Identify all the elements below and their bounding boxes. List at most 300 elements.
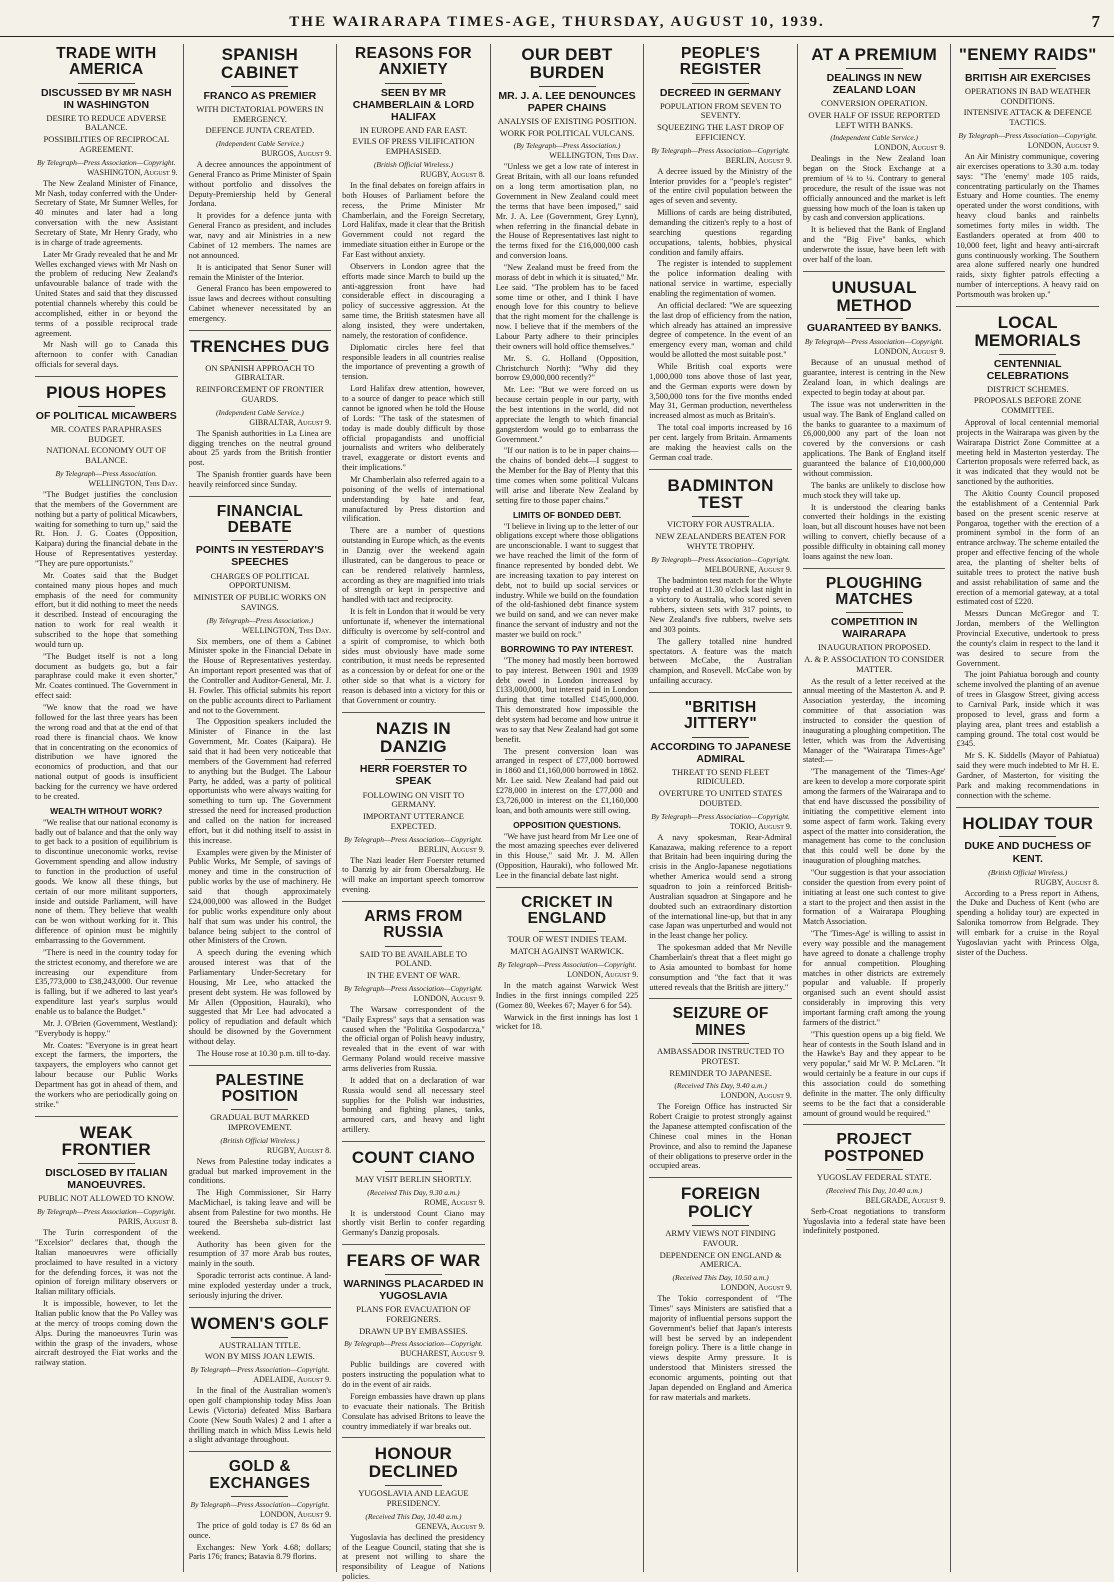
article-body: [803, 677, 946, 1119]
article: [189, 46, 332, 324]
article-subhead: ON SPANISH APPROACH TO GIBRALTAR.: [205, 362, 315, 383]
article-body: [342, 1533, 485, 1582]
paragraph: While British coal exports were 1,000,000 tons above those of last year, and the German exports were down by 3,500,000 tons for the five months ended May 31, German production, nevertheless increased almost as much as Britain's.: [649, 361, 792, 421]
dateline: LONDON, August 9.: [1027, 140, 1100, 150]
article-subhead: SAID TO BE AVAILABLE TO POLAND.: [359, 948, 468, 969]
article-subhead: CONVERSION OPERATION.: [821, 97, 928, 108]
paragraph: Authority has been given for the resumption of 37 more Arab bus routes, mainly in the south.: [188, 1239, 332, 1269]
wire-credit: By Telegraph—Press Association—Copyright.: [804, 337, 944, 347]
article-subhead: NEW ZEALANDERS BEATEN FOR WHYTE TROPHY.: [655, 531, 786, 551]
article-subhead: MATCH AGAINST WARWICK.: [510, 946, 624, 957]
article-body: [189, 1157, 332, 1301]
dateline: BERLIN, August 9.: [725, 155, 792, 165]
article-subhead: IN THE EVENT OF WAR.: [366, 970, 461, 981]
article-body: [342, 1209, 485, 1239]
paragraph: The Opposition speakers included the Minister of Finance in the last Government, Mr. Coates (Kaipara). He said that it had been very noticeable that members of the Government had referred to anything but the Budget. The Labour Party, he added, was a party of political opportunists who were always waiting for something to turn up. The Government stressed the need for increased production and called on the nation for increased effort, but it did nothing itself to assist in this increase.: [188, 717, 332, 845]
article-headline: HOLIDAY TOUR: [962, 813, 1094, 833]
paragraph: Mr. S. G. Holland (Opposition, Christchurch North): "Why did they borrow £9,000,000 recently?": [495, 353, 639, 383]
wire-credit: (British Official Wireless.): [220, 1135, 300, 1145]
paragraph: A decree announces the appointment of General Franco as Prime Minister of Spain without portfolio and dissolves the Deputy-Premiership held by General Jordana.: [188, 160, 332, 209]
paragraph: Mr Chamberlain also referred again to a poisoning of the wells of international understanding by hate and fear, manufactured by Press distortion and vilification.: [342, 474, 485, 524]
paragraph: Foreign embassies have drawn up plans to evacuate their nationals. The British Consulate has advised Britons to leave the country immediately if war breaks out.: [342, 1392, 485, 1431]
article: [189, 496, 332, 1059]
masthead: [0, 0, 1114, 37]
paragraph: Six members, one of them a Cabinet Minister spoke in the Financial Debate in the House of Representatives yesterday. An important report presented was that of the Controller and Auditor-General, Mr. J. H. Fowler. This official submits his report on the public accounts direct to Parliament and not to the Government.: [188, 636, 332, 715]
dateline: WELLINGTON, This Day.: [242, 625, 332, 635]
article-subhead: PROPOSALS BEFORE ZONE COMMITTEE.: [973, 395, 1082, 416]
article-subhead: WITH DICTATORIAL POWERS IN EMERGENCY.: [196, 103, 324, 124]
wire-credit: By Telegraph—Press Association—Copyright.: [344, 983, 483, 993]
article-subhead: MR. COATES PARAPHRASES BUDGET.: [50, 423, 162, 444]
article-headline: TRENCHES DUG: [190, 336, 330, 356]
column-7: [951, 44, 1104, 1572]
headline-rule: [999, 68, 1056, 69]
paragraph: "We realise that our national economy is badly out of balance and that the only way to get back to a position of equilibrium is to discontinue uneconomic works, revise Government spending and allow industry to function in the production of useful goods. We know all these things, but certain of our more militant supporters, inside and outside Parliament, will have none of them. They believe that wealth can be won without working for it. This difference of opinion must be mightily embarrassing to the Government.: [35, 817, 178, 945]
article-subhead: MINISTER OF PUBLIC WORKS ON SAVINGS.: [193, 592, 327, 612]
paragraph: It is felt in London that it would be very unfortunate if, whenever the international difficulty is overcome by self-control and a spirit of compromise, to which both sides must obviously have made some contribution, it must needs be represented as a concession by or defeat for one or the other side so that what is a victory for reason is debased into a victory for this or that Government or country.: [342, 607, 485, 705]
paragraph: It added that on a declaration of war Russia would send all necessary steel supplies for the Polish war industries, bombing and fighting planes, tanks, armoured cars, and heavy and light artillery.: [342, 1075, 485, 1135]
article-deck: CENTENNIAL CELEBRATIONS: [986, 357, 1069, 382]
article-headline: CRICKET IN ENGLAND: [521, 893, 613, 928]
article-body: [649, 167, 792, 463]
paragraph: Approval of local centennial memorial projects in the Wairarapa was given by the Wairarapa District Zone Committee at a meeting held in Masterton yesterday. The Carterton proposals were referred back, as it was indicated that they would not be sanctioned by the authorities.: [956, 417, 1100, 487]
article: [803, 271, 946, 562]
article-subhead: GRADUAL BUT MARKED IMPROVEMENT.: [210, 1112, 310, 1132]
article: [35, 376, 178, 1110]
masthead-title: THE WAIRARAPA TIMES-AGE, THURSDAY, AUGUST 10, 1939.: [289, 14, 825, 30]
headline-rule: [846, 318, 903, 319]
paragraph: Examples were given by the Minister of Public Works, Mr Semple, of savings of money and time in the construction of public works by the use of machinery. He said that though approximately £24,000,000 was allowed in the Budget for public works expenditure only about half that sum was under his control, the balance being subject to the control of other Ministers of the Crown.: [188, 847, 332, 946]
article-headline: AT A PREMIUM: [811, 45, 938, 64]
article-subhead: VICTORY FOR AUSTRALIA.: [666, 519, 775, 530]
paragraph: The spokesman added that Mr Neville Chamberlain's threat that a fleet might go to Asia amounted to bombast for home consumption and "the fact that it was uttered reveals that the British are jittery.": [649, 943, 792, 992]
paragraph: The Nazi leader Herr Foerster returned to Danzig by air from Obersalzburg. He will make an important speech tomorrow evening.: [342, 855, 485, 895]
paragraph: The banks are unlikely to disclose how much stock they will take up.: [802, 480, 946, 500]
article-deck: HERR FOERSTER TO SPEAK: [359, 763, 468, 788]
headline-rule: [231, 540, 288, 541]
paragraph: Mr. Coates said that the Budget contained many pious hopes and much emphasis of the need for community effort, but it did nothing to meet the needs it described. Instead of encouraging the nation to work for real wealth it subscribed to the hope that something would turn up.: [35, 570, 178, 649]
article-subhead: POPULATION FROM SEVEN TO SEVENTY.: [659, 100, 782, 121]
dateline: LONDON, August 9.: [720, 1283, 792, 1293]
dateline: WELLINGTON, This Day.: [88, 479, 178, 489]
headline-rule: [231, 1337, 288, 1338]
headline-rule: [78, 1163, 135, 1164]
paragraph: The total coal imports increased by 16 per cent. largely from Britain. Armaments are making the heaviest calls on the German coal trade.: [649, 423, 792, 462]
article-deck: DEALINGS IN NEW ZEALAND LOAN: [826, 71, 922, 96]
article-body: [189, 1386, 332, 1445]
article-body: [35, 1228, 178, 1368]
article: [496, 887, 639, 1032]
article-deck: FRANCO AS PREMIER: [203, 89, 317, 102]
paragraph: It is impossible, however, to let the Italian public know that the Po Valley was at the mercy of troops coming down the Alps. During the manoeuvres Turin was within the grasp of the invaders, whose aircraft destroyed the Fiat works and the railway station.: [35, 1299, 178, 1368]
article-subhead: THREAT TO SEND FLEET RIDICULED.: [671, 766, 770, 787]
headline-rule: [692, 516, 749, 517]
paragraph: "The money had mostly been borrowed to pay interest. Between 1901 and 1939 debt owed in London increased by £133,000,000, but interest paid in London during that time totalled £145,000,000. This demonstrated how impossible the debt system had become and how untrue it was to say that New Zealand had got some benefit.: [495, 655, 639, 744]
article-body: [649, 576, 792, 686]
paragraph: The New Zealand Minister of Finance, Mr Nash, today conferred with the Under-Secretary of State, Mr Sumner Welles, for 40 minutes and later had a long conversation with the new Assistant Secretary of State, Mr Henry Grady, who is in charge of trade agreements.: [35, 178, 178, 247]
paragraph: Lord Halifax drew attention, however, to a source of danger to peace which still cannot be ignored when he told the House of Lords: "The task of the statesmen of today is made doubly difficult by those official propagandists and unofficial journalists and writers who deliberately travel, exaggerate or distort events and their implications.": [342, 384, 485, 473]
headline-rule: [539, 86, 596, 87]
paragraph: News from Palestine today indicates a gradual but marked improvement in the conditions.: [188, 1156, 332, 1186]
article-body: [956, 418, 1099, 801]
article-headline: WOMEN'S GOLF: [190, 1313, 329, 1333]
article-deck: MR. J. A. LEE DENOUNCES PAPER CHAINS: [498, 89, 636, 114]
article: [189, 1307, 332, 1446]
dateline: BELGRADE, August 9.: [865, 1195, 946, 1205]
paragraph: It is anticipated that Senor Suner will remain the Minister of the Interior.: [188, 262, 332, 282]
paragraph: The Warsaw correspondent of the "Daily Express" says that a sensation was caused when the "Politika Gospodarcza," the official organ of Polish heavy industry, revealed that in the event of war with Germany Poland would receive massive arms deliveries from Russia.: [342, 1004, 485, 1073]
article-headline: OUR DEBT BURDEN: [521, 45, 613, 82]
article-body: [189, 1521, 332, 1562]
headline-rule: [385, 759, 442, 760]
article-subhead: WORK FOR POLITICAL VULCANS.: [499, 127, 635, 138]
paragraph: "There is need in the country today for the strictest economy, and therefore we are increasing our expenditure from £35,773,000 to £38,243,000. Our revenue is falling, but if we adhered to last year's expenditure last year's surplus would enable us to balance the Budget.": [35, 947, 178, 1016]
headline-rule: [385, 1485, 442, 1486]
dateline: RUGBY, August 8.: [266, 1145, 332, 1155]
paragraph: Observers in London agree that the efforts made since March to build up the anti-aggression front have had considerable effect in discouraging a policy of successive aggression. At the same time, the British statesmen have all along insisted, they were undertaken, namely, the restoration of confidence.: [342, 261, 485, 340]
wire-credit: By Telegraph—Press Association—Copyright.: [190, 1499, 330, 1509]
dateline: LONDON, August 9.: [720, 1091, 792, 1101]
column-3: [337, 44, 491, 1582]
paragraph: Messrs Duncan McGregor and T. Jordan, members of the Wellington Provincial Executive, undertook to press the county's claim in respect to the land it was desired to secure from the Government.: [956, 609, 1100, 668]
article-headline: COUNT CIANO: [351, 1148, 476, 1168]
article-body: [649, 833, 792, 993]
article-subhead: PUBLIC NOT ALLOWED TO KNOW.: [38, 1193, 175, 1204]
paragraph: It is believed that the Bank of England and the "Big Five" banks, which underwrote the issue, have been left with over half of the loan.: [802, 225, 946, 264]
paragraph: There are a number of questions outstanding in Europe which, as the events in Danzig over the weekend again illustrated, can be dangerous to peace or can be rendered relatively harmless, according as they are magnified into trials of strength or kept in perspective and handled with tact and reciprocity.: [342, 526, 485, 605]
wire-credit: (British Official Wireless.): [988, 867, 1068, 877]
article: [35, 46, 178, 370]
paragraph: Millions of cards are being distributed, demanding the citizen's reply to a host of searching questions regarding occupations, talents, hobbies, physical condition and family affairs.: [649, 208, 792, 257]
wire-credit: (Received This Day, 9.30 a.m.): [367, 1187, 460, 1197]
article-deck: DISCLOSED BY ITALIAN MANOEUVRES.: [45, 1167, 168, 1192]
paragraph: The joint Pahiatua borough and county scheme involved the planting of an avenue of trees in Glasgow Street, giving access to Carnival Park, inside which it was proposed to level, grass and form a playing area, plant trees and establish a camping ground. The total cost would be £345.: [956, 670, 1100, 749]
article: [189, 1451, 332, 1562]
article: [342, 46, 485, 706]
article-body: [342, 1005, 485, 1135]
dateline: ADELAIDE, August 9.: [253, 1375, 332, 1385]
article-body: [803, 154, 946, 264]
article-deck: COMPETITION IN WAIRARAPA: [831, 616, 918, 641]
headline-rule: [999, 354, 1056, 355]
article-subhead: FOLLOWING ON VISIT TO GERMANY.: [362, 789, 465, 810]
article-subhead: OPERATIONS IN BAD WEATHER CONDITIONS.: [964, 85, 1091, 106]
article-subhead: INAUGURATION PROPOSED.: [817, 642, 931, 653]
article-headline: REASONS FOR ANXIETY: [354, 45, 472, 79]
article-body: [189, 160, 332, 324]
paragraph: "The Budget justifies the conclusion that the members of the Government are nothing but a party of political Micawbers, waiting for something to turn up," said the Rt. Hon. J. G. Coates (Opposition, Kaipara) during the financial debate in the House of Representatives yesterday. "They are pure opportunists.": [35, 490, 178, 569]
paragraph: Mr. J. O'Brien (Government, Westland): "Everybody is hoppy.": [35, 1018, 178, 1038]
page-number: 7: [1091, 12, 1100, 31]
wire-credit: By Telegraph—Press Association—Copyright.: [958, 130, 1098, 140]
paragraph: "We know that the road we have followed for the last three years has been the wrong road and that at the end of that road there is financial chaos. We know that in concentrating on the economics of distribution we have ignored the economics of production, and that our national output of goods is insufficient backing for the currency we have ordered to be created.: [35, 703, 178, 801]
article-headline: BADMINTON TEST: [667, 475, 774, 513]
article-deck: POINTS IN YESTERDAY'S SPEECHES: [195, 544, 324, 569]
article-body: [956, 889, 1099, 958]
paragraph: "Our suggestion is that your association consider the question from every point of initiating at least one such contest to give a start to the project and then assist in the formation of a Wairarapa Ploughing Match Association.: [802, 867, 946, 927]
wire-credit: (Received This Day, 10.40 a.m.): [365, 1511, 462, 1521]
paragraph: Later Mr Grady revealed that he and Mr Welles exchanged views with Mr Nash on the problem of reducing New Zealand's unfavourable balance of trade with the United States and said that they discussed potential channels whereby this could be accomplished, either in or beyond the terms of a possible reciprocal trade agreement.: [35, 249, 178, 338]
dateline: LONDON, August 9.: [874, 143, 946, 153]
paragraph: The register is intended to supplement the police information dealing with national service in wartime, especially enabling the regimentation of women.: [649, 259, 792, 298]
article-headline: NAZIS IN DANZIG: [375, 718, 451, 756]
dateline: BERLIN, August 9.: [418, 844, 485, 854]
article-headline: PIOUS HOPES: [46, 383, 167, 403]
paragraph: Mr Nash will go to Canada this afternoon to confer with Canadian officials for several days.: [35, 340, 178, 370]
headline-rule: [692, 83, 749, 84]
wire-credit: (By Telegraph—Press Association.): [513, 141, 621, 151]
wire-credit: (Independent Cable Service.): [216, 139, 304, 149]
paragraph: Mr. Lee: "But we were forced on us because certain people in our party, with the best intentions in the world, did not appreciate the length to which financial gangsterdom would go to embarrass the Government.": [495, 385, 639, 444]
article: [803, 46, 946, 265]
article-body: [35, 179, 178, 370]
article-body: [496, 981, 639, 1032]
crosshead: BORROWING TO PAY INTEREST.: [500, 643, 634, 654]
article-subhead: POSSIBILITIES OF RECIPROCAL AGREEMENT.: [43, 134, 170, 154]
article-body: [649, 1102, 792, 1171]
paragraph: The Tokio correspondent of "The Times" says Ministers are satisfied that a majority of influential persons support the Government's belief that Japan's interests will best be served by an independent foreign policy. There is a little change in views despite Army pressure. It is understood that Ministers stressed the economic arguments, pointing out that Japan depended on England and America for raw materials and markets.: [649, 1294, 792, 1402]
headline-rule: [231, 86, 288, 87]
wire-credit: By Telegraph—Press Association.: [55, 469, 158, 479]
column-6: [798, 44, 952, 1572]
wire-credit: (British Official Wireless.): [373, 160, 453, 170]
paragraph: The Spanish authorities in La Linea are digging trenches on the neutral ground about 25 yards from the British frontier post.: [188, 428, 332, 468]
article: [342, 1141, 485, 1238]
column-5: [644, 44, 798, 1572]
article-body: [496, 162, 639, 881]
article-body: [35, 490, 178, 1110]
article: [956, 306, 1099, 801]
dateline: BUCHAREST, August 9.: [400, 1349, 485, 1359]
article: [649, 1177, 792, 1402]
headline-rule: [78, 83, 135, 84]
paragraph: "I believe in living up to the letter of our obligations except where those obligations are unconscionable. I want to suggest that we have reached the limit of the form of finance represented by bonded debt. We are increasing taxation to pay interest on debt, not to build up social services or industry. While we build on the foundation of the old-fashioned debt finance system we build on sand, and we can never make finance the servant of industry and not the master we build on rock.": [495, 521, 639, 640]
article-headline: SEIZURE OF MINES: [672, 1005, 769, 1039]
article-deck: DECREED IN GERMANY: [659, 86, 782, 99]
article-subhead: NATIONAL ECONOMY OUT OF BALANCE.: [46, 445, 167, 466]
paragraph: The present conversion loan was arranged in respect of £77,000 borrowed in 1860 and £1,160,000 borrowed in 1862. Mr. Lee said. New Zealand had paid out £278,000 in interest on the £77,000 and £3,726,000 in interest on the £1,160,000 loan, and both amounts were still owing.: [495, 746, 639, 815]
article-subhead: OVER HALF OF ISSUE REPORTED LEFT WITH BANKS.: [808, 109, 941, 130]
column-2: [184, 44, 338, 1572]
paragraph: An Air Ministry communique, covering air exercises operations to 3.30 a.m. today says: "The 'enemy' made 105 raids, concentrating particularly on the Thames Estuary and Home counties. The enemy operated under the worst conditions, with heavy cloud banks and rainbelts sometimes forty miles in width. The Eastlanders operated at from 400 to 10,000 feet, light and heavy anti-aircraft guns continuously working. The Southern area alone suffered nearly one hundred raids, sixty fighter patrols effecting a number of interceptions. A heavy raid on Portsmouth was broken up.": [956, 151, 1100, 299]
article-subhead: YUGOSLAVIA AND LEAGUE PRESIDENCY.: [358, 1488, 469, 1508]
article-subhead: WON BY MISS JOAN LEWIS.: [204, 1351, 315, 1362]
article-body: [956, 152, 1099, 300]
dateline: WASHINGTON, August 9.: [87, 167, 178, 177]
article: [496, 46, 639, 881]
dateline: ROME, August 9.: [424, 1197, 485, 1207]
article-headline: HONOUR DECLINED: [368, 1444, 459, 1482]
article: [342, 901, 485, 1135]
wire-credit: By Telegraph—Press Association—Copyright.: [651, 145, 790, 155]
paragraph: As the result of a letter received at the annual meeting of the Masterton A. and P. Association yesterday, the incoming committee of that association was instructed to consider the question of inaugurating a ploughing competition. The letter, which was from the Advertising Manager of the "Wairarapa Times-Age" stated:—: [802, 676, 946, 765]
paragraph: Sporadic terrorist acts continue. A land-mine exploded yesterday under a truck, seriously injuring the driver.: [188, 1271, 332, 1300]
wire-credit: (Received This Day, 9.40 a.m.): [674, 1081, 767, 1091]
dateline: LONDON, August 9.: [567, 969, 639, 979]
paragraph: The issue was not underwritten in the usual way. The Bank of England called on the banks to guarantee to a maximum of £6,000,000 any part of the loan not covered by the conversions or cash applications. The Bank of England itself guaranteed the balance of £10,000,000 without commission.: [802, 399, 946, 478]
paragraph: Dealings in the New Zealand loan began on the Stock Exchange at a premium of ⅛ to ¼. Contrary to general procedure, the result of the issue was not officially announced and the market is left guessing how much of the loan is taken up by cash and conversion applications.: [802, 154, 946, 223]
headline-rule: [78, 406, 135, 407]
headline-rule: [999, 836, 1056, 837]
article-subhead: DESIRE TO REDUCE ADVERSE BALANCE.: [46, 112, 167, 133]
article-headline: "BRITISH JITTERY": [684, 699, 758, 733]
article-headline: SPANISH CABINET: [221, 45, 299, 82]
dateline: GIBRALTAR, August 9.: [249, 417, 332, 427]
article-subhead: PLANS FOR EVACUATION OF FOREIGNERS.: [356, 1304, 471, 1324]
dateline: LONDON, August 9.: [874, 347, 946, 357]
wire-credit: By Telegraph—Press Association—Copyright.: [36, 1207, 176, 1217]
article-headline: PLOUGHING MATCHES: [825, 574, 923, 608]
wire-credit: (Independent Cable Service.): [216, 407, 304, 417]
paragraph: It is understood the clearing banks converted their holdings in the existing loan, but all discount houses have not been willing to convert, chiefly because of a possible difficulty in obtaining call money loans against the new loan.: [802, 502, 946, 561]
paragraph: An official declared: "We are squeezing the last drop of efficiency from the nation, which already has attained an impressive degree of competence. In the event of an emergency every man, woman and child would be allotted the most suitable post.": [649, 300, 792, 360]
paragraph: Mr S. K. Siddells (Mayor of Pahiatua) said they were much indebted to Mr H. E. Gardner, of Masterton, for visiting the Park and making recommendations in connection with the scheme.: [956, 751, 1100, 800]
dateline: LONDON, August 9.: [260, 1509, 332, 1519]
wire-credit: (Independent Cable Service.): [830, 133, 919, 143]
paragraph: In the match against Warwick West Indies in the first innings compiled 225 (Gomez 80, Weekes 67; Mayer 6 for 54).: [495, 980, 639, 1010]
article-subhead: AMBASSADOR INSTRUCTED TO PROTEST.: [656, 1046, 785, 1066]
paragraph: Warwick in the first innings has lost 1 wicket for 18.: [495, 1012, 639, 1032]
dateline: MELBOURNE, August 9.: [704, 564, 792, 574]
article-subhead: OVERTURE TO UNITED STATES DOUBTED.: [658, 788, 783, 808]
headline-rule: [385, 83, 442, 84]
article-headline: FOREIGN POLICY: [680, 1184, 761, 1222]
article-subhead: EVILS OF PRESS VILIFICATION EMPHASISED.: [352, 136, 475, 157]
paragraph: In the final debates on foreign affairs in both Houses of Parliament before the recess, the Prime Minister Mr Chamberlain, and the Foreign Secretary, Lord Halifax, made it clear that the British Government could not regard the immediate situation either in Europe or the Far East without anxiety.: [342, 181, 485, 260]
wire-credit: By Telegraph—Press Association—Copyright.: [651, 811, 790, 821]
article-subhead: DEPENDENCE ON ENGLAND & AMERICA.: [659, 1249, 782, 1270]
article-headline: UNUSUAL METHOD: [831, 277, 917, 315]
article: [803, 568, 946, 1119]
article-subhead: TOUR OF WEST INDIES TEAM.: [507, 934, 627, 945]
crosshead: LIMITS OF BONDED DEBT.: [512, 509, 622, 520]
paragraph: The High Commissioner, Sir Harry MacMichael, is taking leave and will be absent from Palestine for two months. He toured the Beersheba sub-district last weekend.: [188, 1188, 332, 1237]
article: [649, 998, 792, 1171]
article: [342, 1437, 485, 1582]
crosshead: OPPOSITION QUESTIONS.: [513, 819, 621, 830]
article-headline: FINANCIAL DEBATE: [216, 502, 303, 537]
wire-credit: (By Telegraph—Press Association.): [206, 615, 314, 625]
article: [956, 807, 1099, 958]
article-subhead: A. & P. ASSOCIATION TO CONSIDER MATTER.: [804, 654, 945, 674]
dateline: WELLINGTON, This Day.: [549, 151, 639, 161]
paragraph: "Unless we get a low rate of interest in Great Britain, with all our loans refunded on a long term amortisation plan, no Government in New Zealand could meet the terms that have been imposed," said Mr. J. A. Lee (Government, Grey Lynn), when referring in the financial debate in the House of Representatives last night to the terms fixed for the £16,000,000 cash and conversion loans.: [495, 162, 639, 261]
paragraph: A decree issued by the Ministry of the Interior provides for a "people's register" of the entire civil population between the ages of seven and seventy.: [649, 166, 792, 206]
paragraph: The Akitio County Council proposed the establishment of a Centennial Park based on the present scenic reserve at Pongaroa, together with the erection of a prominent symbol in the form of an entrance archway. The scheme entailed the proper and effective fencing of the whole area, the planting of shelter belts of suitable trees to protect the native bush and assist rehabilitation of same and the erection of a memorial gateway, at a total estimated cost of £220.: [956, 488, 1100, 607]
paragraph: Because of an unusual method of guarantee, interest is centring in the New Zealand loan, in which dealings are expected to begin today at about par.: [802, 358, 946, 398]
article-body: [342, 181, 485, 706]
dateline: RUGBY, August 8.: [1034, 877, 1100, 887]
article-headline: GOLD & EXCHANGES: [209, 1458, 311, 1492]
headline-rule: [846, 68, 903, 69]
paragraph: The gallery totalled nine hundred spectators. A feature was the match between McCabe, the Australian champion, and Rosevell. McCabe won by unfailing accuracy.: [649, 636, 792, 686]
paragraph: Public buildings are covered with posters instructing the population what to do in the event of air raids.: [342, 1360, 485, 1390]
headline-rule: [385, 1274, 442, 1275]
article-deck: SEEN BY MR CHAMBERLAIN & LORD HALIFAX: [352, 86, 475, 123]
article: [189, 1065, 332, 1301]
wire-credit: By Telegraph—Press Association—Copyright.: [344, 1339, 483, 1349]
paragraph: "The Budget itself is not a long document as budgets go, but a fair paraphrase could make it even shorter," Mr. Coates continued. The Government in effect said:: [35, 651, 178, 701]
article-headline: PROJECT POSTPONED: [824, 1131, 925, 1165]
paragraph: The price of gold today is £7 8s 6d an ounce.: [188, 1520, 332, 1540]
paragraph: In the final of the Australian women's open golf championship today Miss Joan Lewis (Victoria) defeated Miss Barbara Coote (New South Wales) 2 and 1 after a thrilling match in which Miss Lewis held a slight advantage throughout.: [188, 1386, 332, 1445]
paragraph: It provides for a defence junta with General Franco as president, and includes war, navy and air Ministries in a new Cabinet of 12 members. The names are not announced.: [188, 211, 332, 260]
headline-rule: [692, 1225, 749, 1226]
article-subhead: REINFORCEMENT OF FRONTIER GUARDS.: [195, 384, 324, 404]
article-body: [803, 358, 946, 561]
paragraph: According to a Press report in Athens, the Duke and Duchess of Kent (who are spending a holiday tour) are expected in Salonika tomorrow from Belgrade. They will embark for a cruise in the Royal Yugoslavian yacht with Princess Olga, sister of the Duchess.: [956, 888, 1100, 957]
headline-rule: [846, 612, 903, 613]
article-headline: "ENEMY RAIDS": [958, 45, 1097, 64]
article-subhead: SQUEEZING THE LAST DROP OF EFFICIENCY.: [657, 122, 785, 142]
article-deck: DISCUSSED BY MR NASH IN WASHINGTON: [41, 86, 172, 111]
paragraph: The Turin correspondent of the "Excelsior" declares that, though the Italian manoeuvres were officially proclaimed to have resulted in a victory for the defending forces, it was not the opinion of foreign military observers or Italian military officials.: [35, 1228, 178, 1297]
wire-credit: (Received This Day, 10.50 a.m.): [672, 1273, 769, 1283]
dateline: LONDON, August 9.: [413, 993, 485, 1003]
column-4: [491, 44, 645, 1572]
dateline: GENEVA, August 9.: [415, 1521, 485, 1531]
article: [342, 712, 485, 895]
article-body: [342, 1360, 485, 1431]
paragraph: "New Zealand must be freed from the morass of debt in which it is situated," Mr. Lee said. "The problem has to be faced some time or other, and I think I have enough love for this country to believe that the right moment for the challenge is now. I believe that if the members of the Labour Party adhere to their principles their owners will hold office themselves.": [495, 262, 639, 351]
paragraph: The House rose at 10.30 p.m. till to-day.: [196, 1048, 331, 1058]
paragraph: Exchanges: New York 4.68; dollars; Paris 176; francs; Batavia 8.79 florins.: [188, 1542, 332, 1562]
wire-credit: By Telegraph—Press Association—Copyright.: [497, 959, 637, 969]
paragraph: A navy spokesman, Rear-Admiral Kanazawa, making reference to a report that Britain had been inquiring during the crisis in the Anglo-Japanese negotiations whether America would send a strong squadron to join a reinforced British-Australian squadron at Singapore and he doubted such an extraordinary distortion of the international line-up, but that in any case Japan was unperturbed and would not in the least change her policy.: [649, 832, 792, 941]
dateline: PARIS, August 8.: [118, 1217, 178, 1227]
column-1: [30, 44, 184, 1572]
article-subhead: DISTRICT SCHEMES.: [986, 383, 1069, 394]
article: [956, 46, 1099, 300]
article-body: [803, 1207, 946, 1237]
paragraph: Yugoslavia has declined the presidency of the League Council, stating that she is at present not willing to share the responsibility of League of Nations policies.: [342, 1532, 485, 1582]
headline-rule: [692, 1043, 749, 1044]
paragraph: The badminton test match for the Whyte trophy ended at 11.30 o'clock last night in a victory to Australia, who scored seven rubbers, sixteen sets with 317 points, to New Zealand's five rubbers, twelve sets and 303 points.: [649, 575, 792, 634]
paragraph: "If our nation is to be in paper chains—the chains of bonded debt—I suggest to the Member for the Bay of Plenty that this time comes when some political Vulcans will arise and liberate New Zealand by setting fire to those paper chains.": [495, 446, 639, 505]
article-deck: GUARANTEED BY BANKS.: [806, 322, 942, 335]
article-subhead: INTENSIVE ATTACK & DEFENCE TACTICS.: [963, 107, 1092, 128]
dateline: TOKIO, August 9.: [729, 821, 792, 831]
article-subhead: ANALYSIS OF EXISTING POSITION.: [497, 115, 637, 126]
paragraph: The Foreign Office has instructed Sir Robert Craigie to protest strongly against the Japanese attempted confiscation of the Chinese coal mines in the Honan Province, and also to remind the Japanese of their obligations to preserve order in the occupied areas.: [649, 1102, 792, 1171]
article-headline: PEOPLE'S REGISTER: [679, 45, 762, 79]
article-headline: WEAK FRONTIER: [61, 1122, 151, 1160]
paragraph: "The 'Times-Age' is willing to assist in every way possible and the management have agreed to donate a challenge trophy for annual competition. Ploughing matches in other districts are extremely popular and valuable. If properly organised such an event should assist considerably in improving this very important farming craft among the young farmers of the district.": [802, 929, 946, 1027]
headline-rule: [385, 946, 442, 947]
article-deck: DUKE AND DUCHESS OF KENT.: [964, 840, 1092, 865]
article: [649, 46, 792, 463]
article: [35, 1116, 178, 1369]
article-subhead: DEFENCE JUNTA CREATED.: [205, 125, 315, 136]
article: [649, 692, 792, 992]
paragraph: "The management of the 'Times-Age' are keen to develop a more corporate spirit among the farmers of the Wairarapa and to that end have discussed the possibility of initiating the competitive element into some aspect of farm work. Taking every aspect of the matter into consideration, the management has come to the conclusion that this could well be done by the inauguration of ploughing matches.: [802, 767, 946, 866]
paragraph: Mr. Coates: "Everyone is in great heart except the farmers, the importers, the taxpayers, the employers who cannot get labour because our Public Works Department has got in ahead of them, and the workers who are periodically going on strike.": [35, 1040, 178, 1109]
article-subhead: ARMY VIEWS NOT FINDING FAVOUR.: [665, 1228, 776, 1248]
article-deck: WARNINGS PLACARDED IN YUGOSLAVIA: [343, 1278, 484, 1303]
article-headline: ARMS FROM RUSSIA: [364, 908, 463, 942]
wire-credit: By Telegraph—Press Association—Copyright.: [36, 157, 176, 167]
paragraph: General Franco has been empowered to issue laws and decrees without consulting Cabinet whenever necessitated by an emergency.: [188, 284, 332, 323]
article: [342, 1244, 485, 1431]
headline-rule: [231, 1109, 288, 1110]
article: [189, 330, 332, 490]
paragraph: Serb-Croat negotiations to transform Yugoslavia into a federal state have been indefinitely postponed.: [802, 1206, 946, 1236]
article-subhead: MAY VISIT BERLIN SHORTLY.: [355, 1173, 472, 1184]
article-subhead: YUGOSLAV FEDERAL STATE.: [816, 1171, 932, 1182]
article-subhead: AUSTRALIAN TITLE.: [218, 1339, 301, 1350]
article-body: [342, 856, 485, 895]
paragraph: It is understood Count Ciano may shortly visit Berlin to confer regarding Germany's Danzig proposals.: [342, 1208, 485, 1238]
